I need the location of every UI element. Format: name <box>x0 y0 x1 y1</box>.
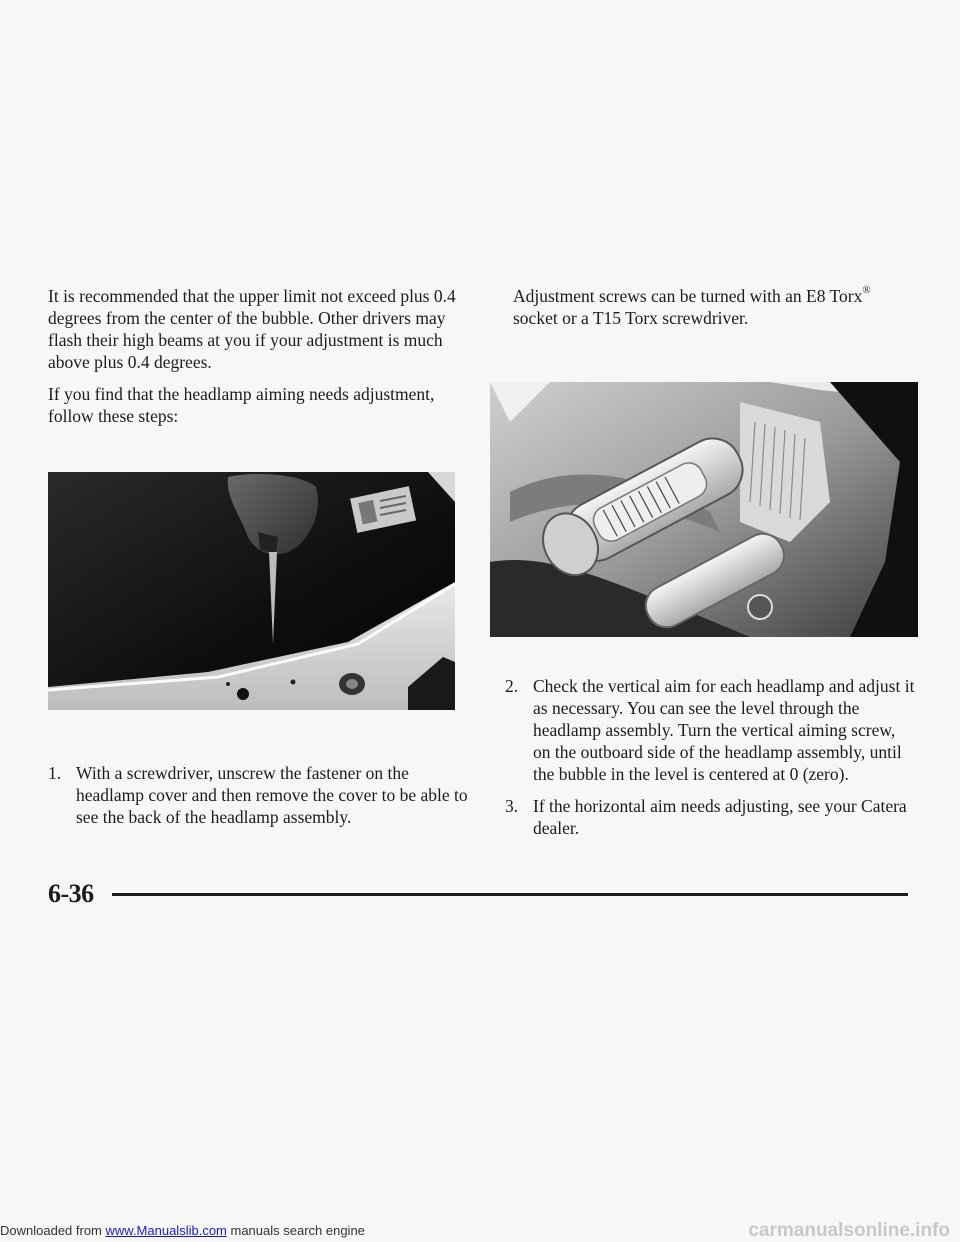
banner-text <box>0 1220 365 1242</box>
step-number: 3. <box>505 796 519 816</box>
step-number: 1. <box>48 763 62 783</box>
steps-intro-paragraph: If you find that the headlamp aiming needs adjustment, follow these steps: <box>48 384 435 426</box>
registered-trademark: ® <box>862 284 871 297</box>
tool-paragraph <box>513 285 913 329</box>
steps-list-right <box>505 675 915 839</box>
manualslib-link[interactable]: www.Manualslib.com <box>105 1223 227 1238</box>
banner-suffix: manuals search engine <box>226 1223 365 1238</box>
step-item <box>505 675 915 785</box>
banner-prefix: Downloaded from <box>0 1223 106 1238</box>
intro-paragraph: It is recommended that the upper limit not exceed plus 0.4 degrees from the center of the bubble. Other drivers may flash their high beams at you if your adjustment is much above plus 0.4 degrees. <box>48 286 456 372</box>
tool-paragraph-tail: socket or a T15 Torx screwdriver. <box>513 308 749 328</box>
tool-paragraph-main: Adjustment screws can be turned with an E8 Torx <box>513 286 863 306</box>
left-column-text <box>48 285 468 427</box>
footer-divider <box>112 893 908 896</box>
screwdriver-cover-photo <box>48 472 455 710</box>
site-watermark: carmanualsonline.info <box>748 1220 950 1241</box>
download-banner <box>0 1220 960 1242</box>
step-text: Check the vertical aim for each headlamp and adjust it as necessary. You can see the level through the headlamp assembly. Turn the vertical aiming screw, on the outboard side of the headlamp assembly, until the bubble in the level is centered at 0 (zero). <box>533 676 915 784</box>
steps-list-left <box>48 762 478 828</box>
step-number: 2. <box>505 676 519 696</box>
right-column-text <box>513 285 913 329</box>
page-number: 6-36 <box>48 879 94 908</box>
step-item <box>505 795 915 839</box>
headlamp-level-photo <box>490 382 918 637</box>
step-text: If the horizontal aim needs adjusting, see your Catera dealer. <box>533 796 907 838</box>
step-text: With a screwdriver, unscrew the fastener on the headlamp cover and then remove the cover to be able to see the back of the headlamp assembly. <box>76 763 468 827</box>
step-item <box>48 762 478 828</box>
